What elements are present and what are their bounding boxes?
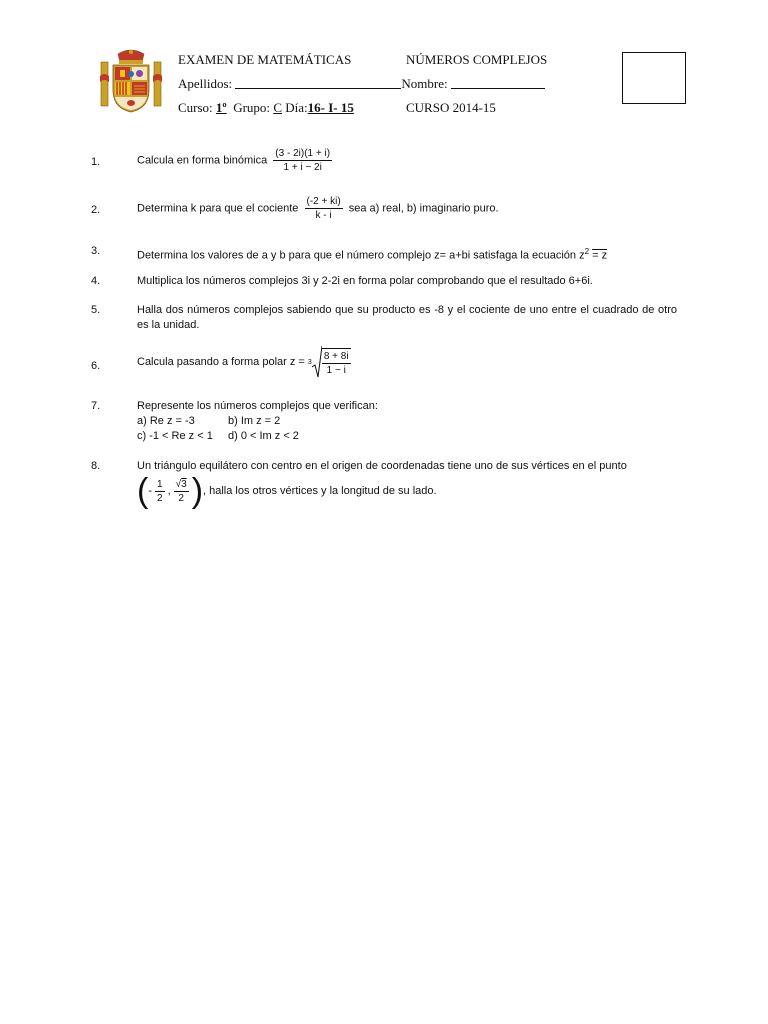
option-d: d) 0 < Im z < 2 <box>228 430 299 442</box>
question-6-fraction <box>322 348 351 377</box>
root-index: 3 <box>307 359 312 366</box>
spanish-coat-of-arms-icon <box>98 48 164 114</box>
surname-field[interactable] <box>235 76 401 89</box>
question-3 <box>137 244 607 264</box>
question-1 <box>137 147 335 174</box>
exam-title: EXAMEN DE MATEMÁTICAS <box>178 52 352 67</box>
cube-root <box>308 345 354 379</box>
fraction-denominator: 2 <box>178 492 184 504</box>
option-c: c) -1 < Re z < 1 <box>137 430 213 442</box>
question-number: 6. <box>91 360 101 372</box>
question-number: 1. <box>91 156 101 168</box>
question-8-text-after: , halla los otros vértices y la longitud de su lado. <box>203 484 437 497</box>
name-field[interactable] <box>451 76 545 89</box>
course-info-line <box>178 100 354 116</box>
left-paren: ( <box>137 472 149 510</box>
option-a: a) Re z = -3 <box>137 415 195 427</box>
question-4: Multiplica los números complejos 3i y 2-2i en forma polar comprobando que el resultado 6+6i. <box>137 275 593 287</box>
surname-label: Apellidos: <box>178 76 233 91</box>
grupo-value: C <box>273 100 282 115</box>
right-paren: ) <box>191 472 204 510</box>
radical-sign-icon <box>312 345 322 379</box>
grade-box[interactable] <box>622 52 686 104</box>
question-number: 4. <box>91 275 101 287</box>
question-7-text: Represente los números complejos que verifican: <box>137 400 378 412</box>
question-number: 3. <box>91 245 101 257</box>
question-6-text: Calcula pasando a forma polar z = <box>137 355 305 368</box>
dia-label: Día: <box>285 100 308 115</box>
question-2-text: Determina k para que el cociente <box>137 202 299 215</box>
question-1-fraction <box>273 147 332 174</box>
question-3-text: Determina los valores de a y b para que el número complejo z= a+bi satisfaga la ecuación <box>137 249 577 262</box>
question-2-fraction <box>305 195 343 222</box>
exam-topic: NÚMEROS COMPLEJOS <box>406 52 548 67</box>
student-info-line <box>178 76 545 92</box>
point-x-fraction <box>155 478 165 505</box>
name-label: Nombre: <box>401 76 448 91</box>
curso-label: Curso: <box>178 100 213 115</box>
question-number: 8. <box>91 460 101 472</box>
question-number: 5. <box>91 304 101 316</box>
coat-of-arms-logo <box>98 48 164 114</box>
fraction-denominator: 1 + i − 2i <box>283 162 322 173</box>
curso-value: 1º <box>215 100 227 115</box>
question-number: 2. <box>91 204 101 216</box>
fraction-denominator: 1 − i <box>326 364 346 376</box>
question-8-point: ( - $\frac{1}{2}$ , $\frac{√3}{2}$ ) , halla los otros vértices y la longitud de su lado. <box>137 472 437 510</box>
school-year: CURSO 2014-15 <box>406 100 496 115</box>
fraction-denominator: 2 <box>157 492 163 504</box>
dia-value: 16- I- 15 <box>307 100 354 115</box>
question-2-text-after: sea a) real, b) imaginario puro. <box>348 202 499 215</box>
option-b: b) Im z = 2 <box>228 415 281 427</box>
grupo-label: Grupo: <box>233 100 271 115</box>
fraction-numerator: 1 <box>157 478 163 490</box>
point-sign: - <box>148 484 152 497</box>
fraction-numerator: 8 + 8i <box>323 350 349 362</box>
question-1-text: Calcula en forma binómica <box>137 154 268 167</box>
equation-base: z <box>579 249 585 262</box>
point-y-fraction <box>174 478 189 505</box>
equation-exponent: 2 <box>584 247 590 256</box>
question-2 <box>137 195 499 222</box>
fraction-numerator: (3 - 2i)(1 + i) <box>275 148 331 159</box>
question-5: Halla dos números complejos sabiendo que su producto es -8 y el cociente de uno entre el cuadrado de otro es la unidad. <box>137 304 677 331</box>
question-number: 7. <box>91 400 101 412</box>
fraction-numerator: (-2 + ki) <box>306 196 341 207</box>
equation-rhs: = z <box>592 249 608 262</box>
fraction-numerator: √3 <box>175 478 187 490</box>
question-6 <box>137 345 354 379</box>
fraction-denominator: k - i <box>315 210 332 221</box>
question-8-text: Un triángulo equilátero con centro en el origen de coordenadas tiene uno de sus vértices en el punto <box>137 460 627 472</box>
